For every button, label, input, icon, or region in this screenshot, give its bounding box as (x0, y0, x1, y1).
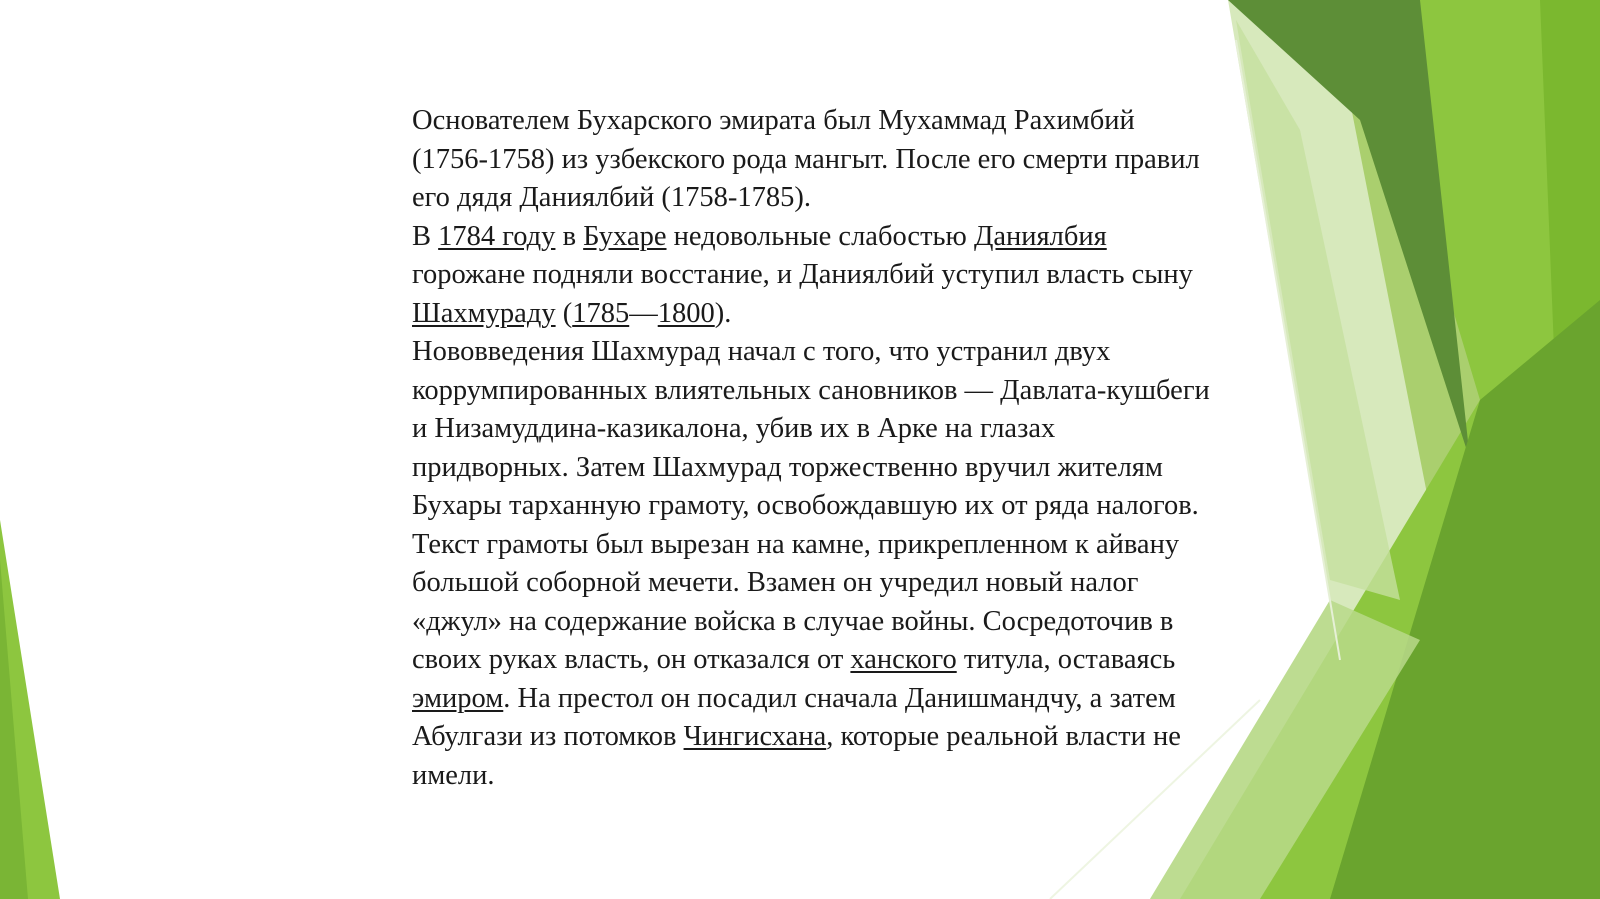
link-emir[interactable]: эмиром (412, 682, 504, 714)
slide-text-body (412, 102, 1212, 795)
link-1785[interactable]: 1785 (572, 297, 630, 329)
text-run: титула, оставаясь (956, 644, 1176, 675)
text-run: , которые реальной власти не имели. (412, 721, 1181, 791)
text-run: в (555, 220, 584, 252)
link-khan[interactable]: ханского (850, 644, 957, 675)
text-run: горожане подняли восстание, и Даниялбий уступил власть сыну (412, 259, 1193, 290)
link-1800[interactable]: 1800 (657, 297, 715, 329)
text-run: В (412, 220, 439, 252)
text-run: Нововведения Шахмурад начал с того, что устранил двух коррумпированных влиятельных сановников — Давлата-кушбеги и Низамуддина-казикалона, убив их в Арке на глазах придворных. Затем Шахмурад торжественно вручил жителям Бухары тарханную грамоту, освобождавшую их от ряда налогов. Текст грамоты был вырезан на камне, прикрепленном к айвану большой соборной мечети. Взамен он учредил новый налог «джул» на содержание войска в случае войны. Сосредоточив в своих руках власть, он отказался от (412, 336, 1210, 675)
link-bukhara[interactable]: Бухаре (583, 220, 667, 252)
text-run: ( (555, 297, 573, 329)
link-shahmurad[interactable]: Шахмураду (412, 297, 556, 329)
link-daniyalbiy[interactable]: Даниялбия (973, 220, 1107, 252)
text-run: недовольные слабостью (666, 220, 974, 252)
text-run: . На престол он посадил сначала Данишмандчу, а затем Абулгази из потомков (412, 682, 1176, 752)
text-run: ). (714, 297, 732, 329)
link-genghis-khan[interactable]: Чингисхана (683, 721, 827, 752)
text-run: — (629, 297, 658, 329)
paragraph-reforms (412, 333, 1212, 795)
paragraph-founder: Основателем Бухарского эмирата был Мухаммад Рахимбий (1756-1758) из узбекского рода мангыт. После его смерти правил его дядя Даниялбий (1758-1785). (412, 105, 1200, 213)
paragraph-uprising (412, 218, 1212, 334)
link-1784-year[interactable]: 1784 году (438, 220, 556, 252)
